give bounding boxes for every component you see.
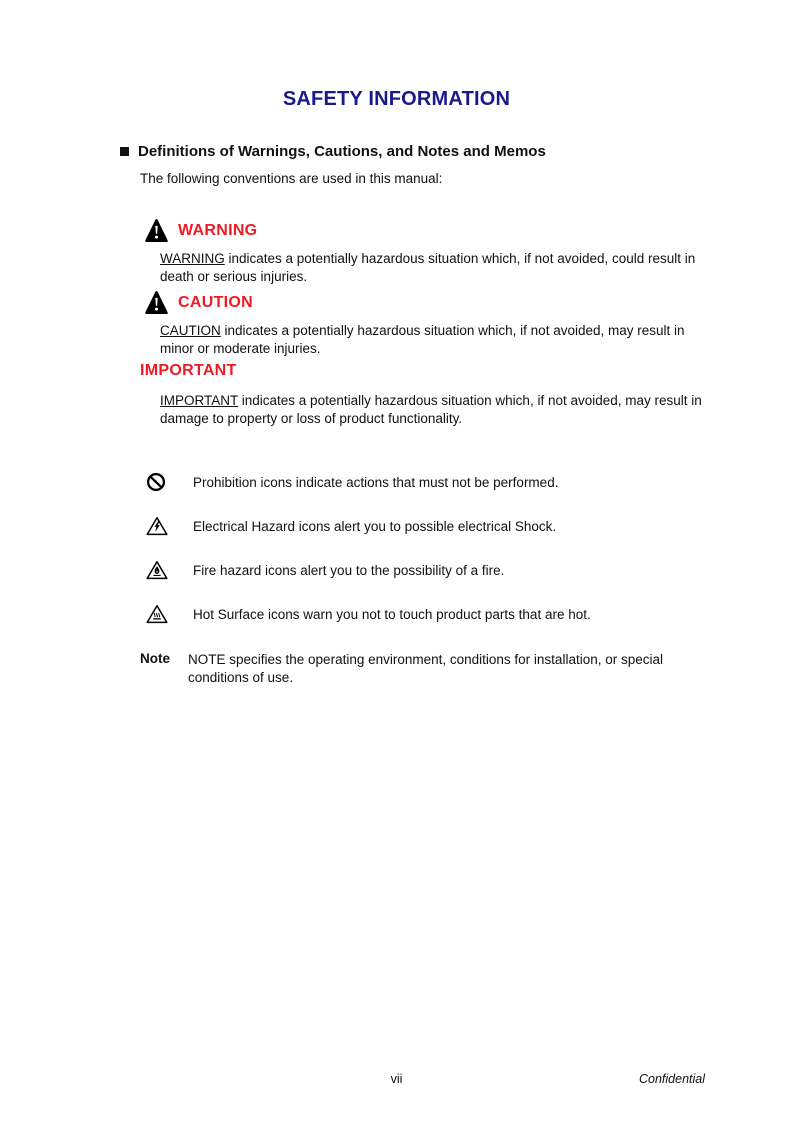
note-label: Note [140,651,170,666]
warning-triangle-icon [145,290,168,315]
important-paragraph [160,392,706,428]
note-text: NOTE specifies the operating environment, conditions for installation, or special conditions of use. [188,652,663,685]
hot-surface-text: Hot Surface icons warn you not to touch product parts that are hot. [193,606,591,622]
electrical-hazard-text: Electrical Hazard icons alert you to possible electrical Shock. [193,518,557,534]
prohibition-text: Prohibition icons indicate actions that must not be performed. [193,474,559,490]
caution-paragraph [160,322,706,358]
fire-hazard-row [146,560,504,580]
prohibition-row [146,472,558,492]
warning-label: WARNING [178,221,258,239]
square-bullet-icon [120,147,129,156]
warning-term: WARNING [160,251,225,266]
fire-hazard-text: Fire hazard icons alert you to the possibility of a fire. [193,562,505,578]
important-term: IMPORTANT [160,393,239,408]
warning-triangle-icon [145,218,168,243]
important-heading: IMPORTANT [140,362,237,379]
footer-page-number: vii [390,1072,403,1086]
caution-label: CAUTION [178,293,253,311]
important-paragraph-text: indicates a potentially hazardous situation which, if not avoided, may result in damage to property or loss of product functionality. [160,393,702,426]
intro-text: The following conventions are used in this manual: [140,171,443,186]
caution-heading [145,290,253,315]
section-heading-text: Definitions of Warnings, Cautions, and Notes and Memos [138,143,546,160]
caution-paragraph-text: indicates a potentially hazardous situation which, if not avoided, may result in minor or moderate injuries. [160,323,685,356]
prohibition-icon [146,472,193,492]
warning-paragraph [160,250,706,286]
warning-paragraph-text: indicates a potentially hazardous situation which, if not avoided, could result in death or serious injuries. [160,251,696,284]
section-heading [120,143,546,160]
page-title: SAFETY INFORMATION [282,88,511,110]
caution-term: CAUTION [160,323,221,338]
hot-surface-row [146,604,591,624]
warning-heading [145,218,257,243]
electrical-hazard-row [146,516,556,536]
footer-confidential-label: Confidential [638,1072,705,1086]
hot-surface-icon [146,604,193,624]
electrical-hazard-icon [146,516,193,536]
fire-hazard-icon [146,560,193,580]
